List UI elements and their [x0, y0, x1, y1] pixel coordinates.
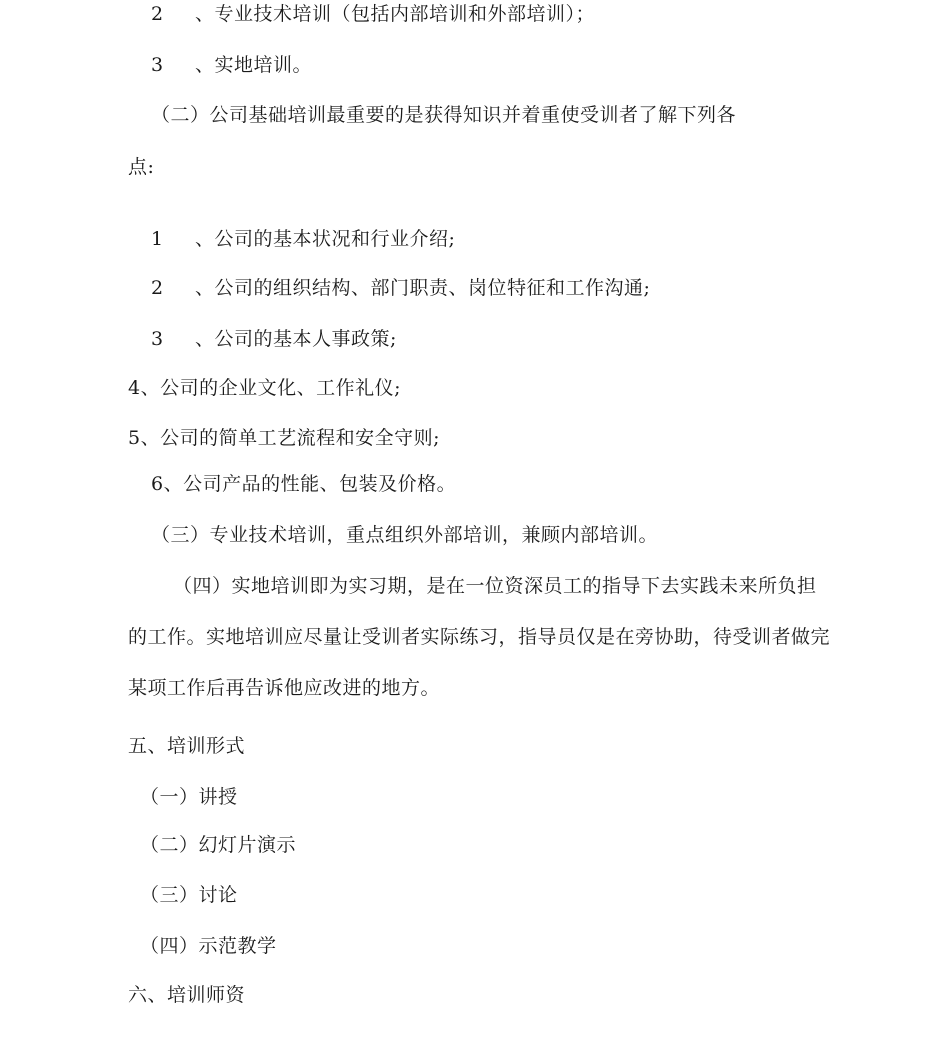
- list-number: 2: [151, 277, 164, 299]
- list-text: 、公司的组织结构、部门职责、岗位特征和工作沟通;: [195, 277, 651, 299]
- paragraph-line: （三）专业技术培训，重点组织外部培训，兼顾内部培训。: [151, 524, 659, 546]
- list-number: 2: [151, 3, 164, 25]
- list-number: 1: [151, 228, 164, 250]
- list-text: 、专业技术培训（包括内部培训和外部培训）；: [195, 3, 596, 25]
- list-item: 4、公司的企业文化、工作礼仪;: [128, 377, 401, 399]
- paragraph-line: 点:: [128, 156, 155, 178]
- list-text: 、公司的基本人事政策;: [195, 328, 397, 350]
- list-item: [151, 53, 312, 77]
- list-item: （三）讨论: [140, 884, 238, 906]
- list-item: [151, 327, 397, 351]
- section-heading: 五、培训形式: [128, 735, 246, 757]
- list-item: 5、公司的简单工艺流程和安全守则;: [128, 427, 440, 449]
- list-item: （一）讲授: [140, 786, 238, 808]
- paragraph-line: （二）公司基础培训最重要的是获得知识并着重使受训者了解下列各: [151, 104, 737, 126]
- list-item: [151, 227, 455, 251]
- paragraph-line: （四）实地培训即为实习期，是在一位资深员工的指导下去实践未来所负担: [173, 575, 817, 597]
- paragraph-line: 某项工作后再告诉他应改进的地方。: [128, 677, 441, 699]
- list-item: [151, 2, 595, 26]
- list-text: 、公司的基本状况和行业介绍;: [195, 228, 456, 250]
- list-number: 3: [151, 328, 164, 350]
- paragraph-line: 的工作。实地培训应尽量让受训者实际练习，指导员仅是在旁协助，待受训者做完: [128, 626, 831, 648]
- section-heading: 六、培训师资: [128, 984, 246, 1006]
- list-item: [151, 276, 650, 300]
- list-text: 、实地培训。: [195, 54, 313, 76]
- list-number: 3: [151, 54, 164, 76]
- list-item: 6、公司产品的性能、包装及价格。: [151, 473, 457, 495]
- list-item: （四）示范教学: [140, 935, 277, 957]
- list-item: （二）幻灯片演示: [140, 834, 297, 856]
